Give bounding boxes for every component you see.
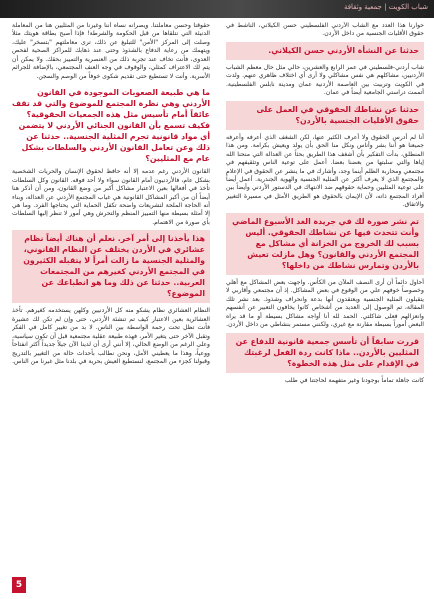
answer-paragraph: أنا لم أدرس الحقوق ولا أعرف الكثير عنها، لكن الشغف الذي أعرفه وأعرفه جميعنا هو أننا بشر وأناس ونكل منا الحق بأن يولد ويعيش بكرامة. ومن هذا المنطلق، بدأت التفكير بأن أشغف هذا الطريق بحثاً عن العدالة التي منحنا الله إياها والتي سلبتها من بعضنا بعضا. أعمل على توعية الناس وتثقيفهم في مجتمعي ومحاربة الظلم أينما وجد، وأشارك في ما ينشر عن الحقوق في الإعلام والمجتمع الذي لا يعرف أكثر عن المثلية الجنسية والهوية الجندرية. أعمل أيضاً على توعية المثليين وحماية حقوقهم ضد الانتهاك في الدستور الأردني وأيضاً بين أفراد المجتمع ذاته، لأن الإيمان بالحقوق هو الطريق الأمثل في مسيرة التغيير والاتفاق. [226,133,424,209]
question-box [12,230,210,303]
question-heading: حدثنا عن نشاطك الحقوقي في العمل على حقوق الأقليات الجنسية بالأردن؟ [256,104,419,125]
question-box [226,101,424,130]
question-box [226,42,424,60]
answer-paragraph: النظام العشائري نظام يشكو منه كل الأردنيين وكلهن يستخدمه كغيرهم. تأخذ العشائرية بعين الاعتبار كيف تم تنشئة الأردني، حتى وإن لم تكن لك عشيرة فأنت تظل تحت رحمة الواسطة بين الناس. لا بد من تغيير كامل في الفكر وتقبل الآخر حتى يتغير الأمر، فهذه طبيعة عقلية مجتمعية قبل أن تكون سياسية، وعلى الرغم من الوضع الحالي، إلا أنني أرى أن لدينا الآن جيلاً جديداً أكثر انفتاحاً ووعياً، وهذا ما يعطيني الأمل، ونحن نطالب بأحداث حالة من التغيير بالتدريج وقبولنا كجزء من المجتمع، لنستطيع العيش بحرية في بلدنا مثل غيرنا من الناس. [12,307,210,366]
page-number: 5 [12,577,26,593]
answer-paragraph: شاب أردني-فلسطيني في عمر الرابع والعشرين، حالي مثل حال معظم الشباب الأردنيين، مشاكلهم هي نفس مشاكلي ولا أرى أي اختلاف ظاهري عنهم. ولدت في الكويت وتربيت بين العاصمة الأردنية عمان ومدينة نابلس الفلسطينية. أتممت دراستي الجامعية أيضاً في عمان. [226,63,424,97]
question-block [12,87,210,164]
answer-paragraph: كانت جاهلة تماماً بوجودنا وغير متفهمة لحاجتنا في طلب [284,376,424,384]
question-heading: ما هي طبيعة الصعوبات الموجودة في القانون الأردني وهي نظرة المجتمع للموضوع والتي قد تقف عائقاً أمام تأسيس مثل هذه الجمعيات الحقوقية؟ فكيف تسمع بأن القانون الجنائي الأردني لا يتضمن أي مواد قانونية تجرم المثلية الجنسية.. حدثنا عن ذلك وعن تعامل القانون الأردني والسلطات بشكل عام مع المثليين؟ [12,88,210,164]
question-heading: قررت سابقاً أن تأسس جمعية قانونية للدفاع عن المثليين بالأردن.. ماذا كانت ردة الفعل لرغبتك في الإقدام على مثل هذه الخطوة؟ [235,336,419,368]
section-kicker: شباب الكويت | جمعية وثقافة [343,3,428,11]
question-heading: هذا يأخذنا إلى أمر آخر. نعلم أن هناك أيضاً نظام عشائري في الأردن يختلف عن النظام القانوني، والمثلية الجنسية ما زالت أمراً لا يتقبله الكثيرون في المجتمع الأردني كغيرهم من المجتمعات العربية.. حدثنا عن ذلك وما هو انطباعك عن الموضوع؟ [23,234,205,299]
answer-paragraph: القانون الأردني رغم عدمه إلا أنه حافظ لحقوق الإنسان والحريات الشخصية بشكل عام، فالأردنيون أمام القانون سواء ولا أحد فوقه. القانون وكل السلطات تأخذ في أفعالها بعين الاعتبار مشاكل أكبر من وضع القانون، ومن أن أذكر هنا أيضاً أن من أكبر المشاكل القانونية هي غياب المجتمع الأردني عن العدالة، وبناء أنه الحاجة الملحة لتشريعات واضحة تكفل الحماية التي يحتاجها الفرد. وما هي إلا أمثلة بسيطة منها التمييز المنظم والتحرش وهي أمور لا تنظر إليها السلطات بأي صورة من الاهتمام. [12,168,210,226]
right-column [226,22,424,579]
question-box [226,333,424,373]
answer-paragraph: أحاول دائماً أن أرى النصف الملآن من الكأس. واجهت بعض المشاكل مع أهلي وخصوصاً خوفهم علي من الوقوع في بعض المشاكل. إذ أن مجتمعي وأقاربي لا يتقبلون المثلية الجنسية ويعتقدون أنها بدعة وانحراف وشذوذ. بعد نشر تلك المقالة، تم الوصول إلى العديد من أشخاص كانوا يخافون التعبير عن أنفسهم وانعزالهم فعلى شاكلتي. الحمد لله أنا أواجه مشاكل بسيطة أو ما قد يراه البعض أموراً بسيطة مقارنة مع غيري، ولكنني مستمر بنشاطي من داخل الأردن. [226,278,424,329]
page-header-band [0,0,434,18]
left-column [12,22,210,579]
question-heading: تم نشر صورة لك في جريدة الغد الأسبوع الماضي وأنت تتحدث فيها عن نشاطك الحقوقي. أليس بسبب لك الخروج من الخزانة أي مشاكل مع المجتمع الأردني والقانون؟ وهل مازلت تعيش بالأردن وتمارس نشاطك من داخلها؟ [232,216,419,270]
question-heading: حدثنا عن النشأة الأردني حسن الكيلاني. [268,45,419,55]
question-box [226,213,424,275]
intro-paragraph: حوارنا هذا العدد مع الشاب الأردني الفلسطيني حسن الكيلاني، الناشط في حقوق الأقليات الجنسية من داخل الأردن. [226,22,424,38]
answer-paragraph: حقوقنا وحسن معاملتنا. ويصرانه نساه أننا وغيرنا من المثليين هنا من المعاملة الدنيئة التي نتلقاها من قبل الحكومة والشرطة! فإذا أصبح بطاقة هويتك مثلاً وصلت إلى المركز "الأمن" للتبليغ عن ذلك، ترى معاملتهم "بتسخر" عليك، ويتهمك من رعاية الدفاع بالشذوذ وحتى عند ذهابك للمراكز الصحية لفحص العدوى، فأنت تخاف عند تجربة ذلك من العنصرية والتمييز بحقك. ولا يمكن أن يتم لك الاعتراف كمثلي، والوقوف في وجه العنف المجتمعي، بالإضافة للجرائم الأسرية. وأنت لا تستطيع حتى تقديم شكوى خوفاً من الوصم والسجن. [12,22,210,80]
